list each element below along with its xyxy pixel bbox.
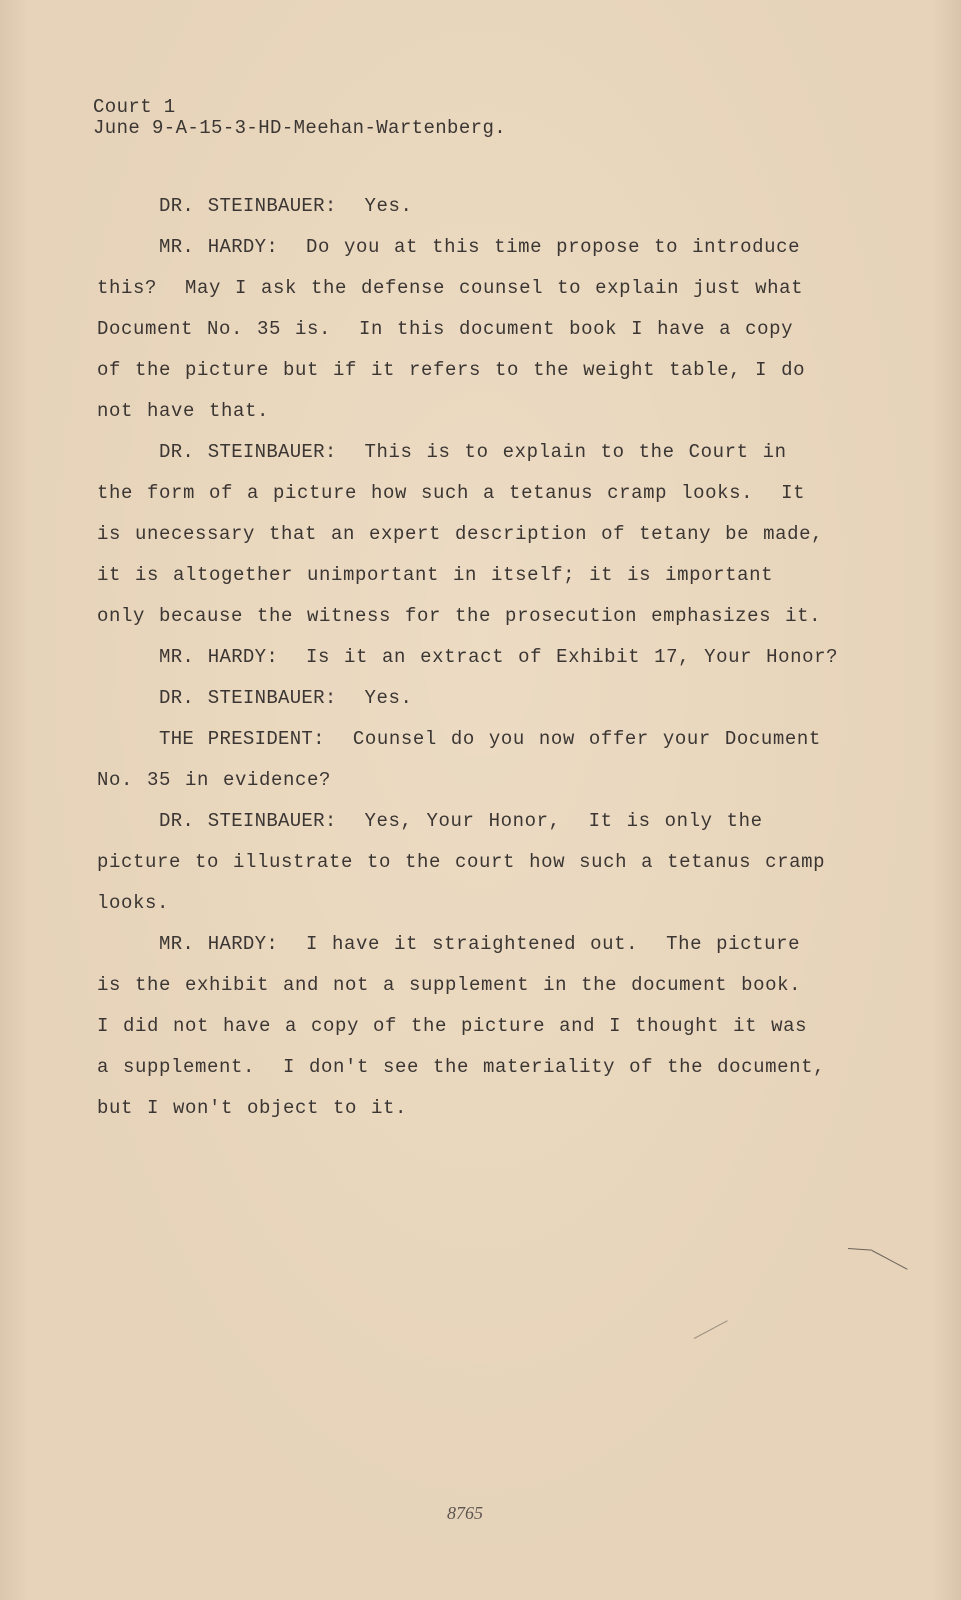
transcript-line [97,678,837,719]
court-label: Court 1 [93,96,176,118]
pencil-mark [872,1250,908,1270]
pencil-mark [694,1320,728,1339]
transcript-line: No. 35 in evidence? [97,769,332,791]
transcript-line: this? May I ask the defense counsel to explain just what [97,277,804,299]
speech-text: Counsel do you now offer your Document [352,728,821,750]
speech-text: Yes. [364,687,413,709]
transcript-line: only because the witness for the prosecution emphasizes it. [97,605,822,627]
transcript-line: looks. [97,892,170,914]
speech-text: This is to explain to the Court in [364,441,787,463]
transcript-line [97,719,837,760]
session-reference: June 9-A-15-3-HD-Meehan-Wartenberg. [93,117,507,139]
speaker-label: DR. STEINBAUER: [159,687,337,709]
speaker-label: THE PRESIDENT: [159,728,325,750]
transcript-line: not have that. [97,400,270,422]
page-number: 8765 [447,1503,483,1523]
transcript-line [97,432,837,473]
transcript-line: of the picture but if it refers to the weight table, I do [97,359,806,381]
speech-text: I have it straightened out. The picture [306,933,801,955]
speaker-label: MR. HARDY: [159,236,279,258]
speech-text: Yes, Your Honor, It is only the [364,810,763,832]
transcript-line [97,227,837,268]
speaker-label: MR. HARDY: [159,646,279,668]
speech-text: Is it an extract of Exhibit 17, Your Honor? [306,646,839,668]
transcript-line: I did not have a copy of the picture and I thought it was [97,1015,808,1037]
transcript-line [97,637,837,678]
transcript-line [97,186,837,227]
speech-text: Yes. [364,195,413,217]
speech-text: Do you at this time propose to introduce [306,236,801,258]
transcript-line: it is altogether unimportant in itself; it is important [97,564,774,586]
speaker-label: MR. HARDY: [159,933,279,955]
transcript-line: but I won't object to it. [97,1097,408,1119]
transcript-line: the form of a picture how such a tetanus cramp looks. It [97,482,806,504]
speaker-label: DR. STEINBAUER: [159,441,337,463]
speaker-label: DR. STEINBAUER: [159,810,337,832]
transcript-body [97,186,837,1129]
transcript-line: is the exhibit and not a supplement in the document book. [97,974,802,996]
pencil-mark [848,1248,872,1251]
transcript-line: is unecessary that an expert description of tetany be made, [97,523,824,545]
transcript-line: a supplement. I don't see the materiality of the document, [97,1056,826,1078]
transcript-line: picture to illustrate to the court how such a tetanus cramp [97,851,826,873]
speaker-label: DR. STEINBAUER: [159,195,337,217]
transcript-line [97,801,837,842]
transcript-line: Document No. 35 is. In this document book I have a copy [97,318,794,340]
transcript-line [97,924,837,965]
